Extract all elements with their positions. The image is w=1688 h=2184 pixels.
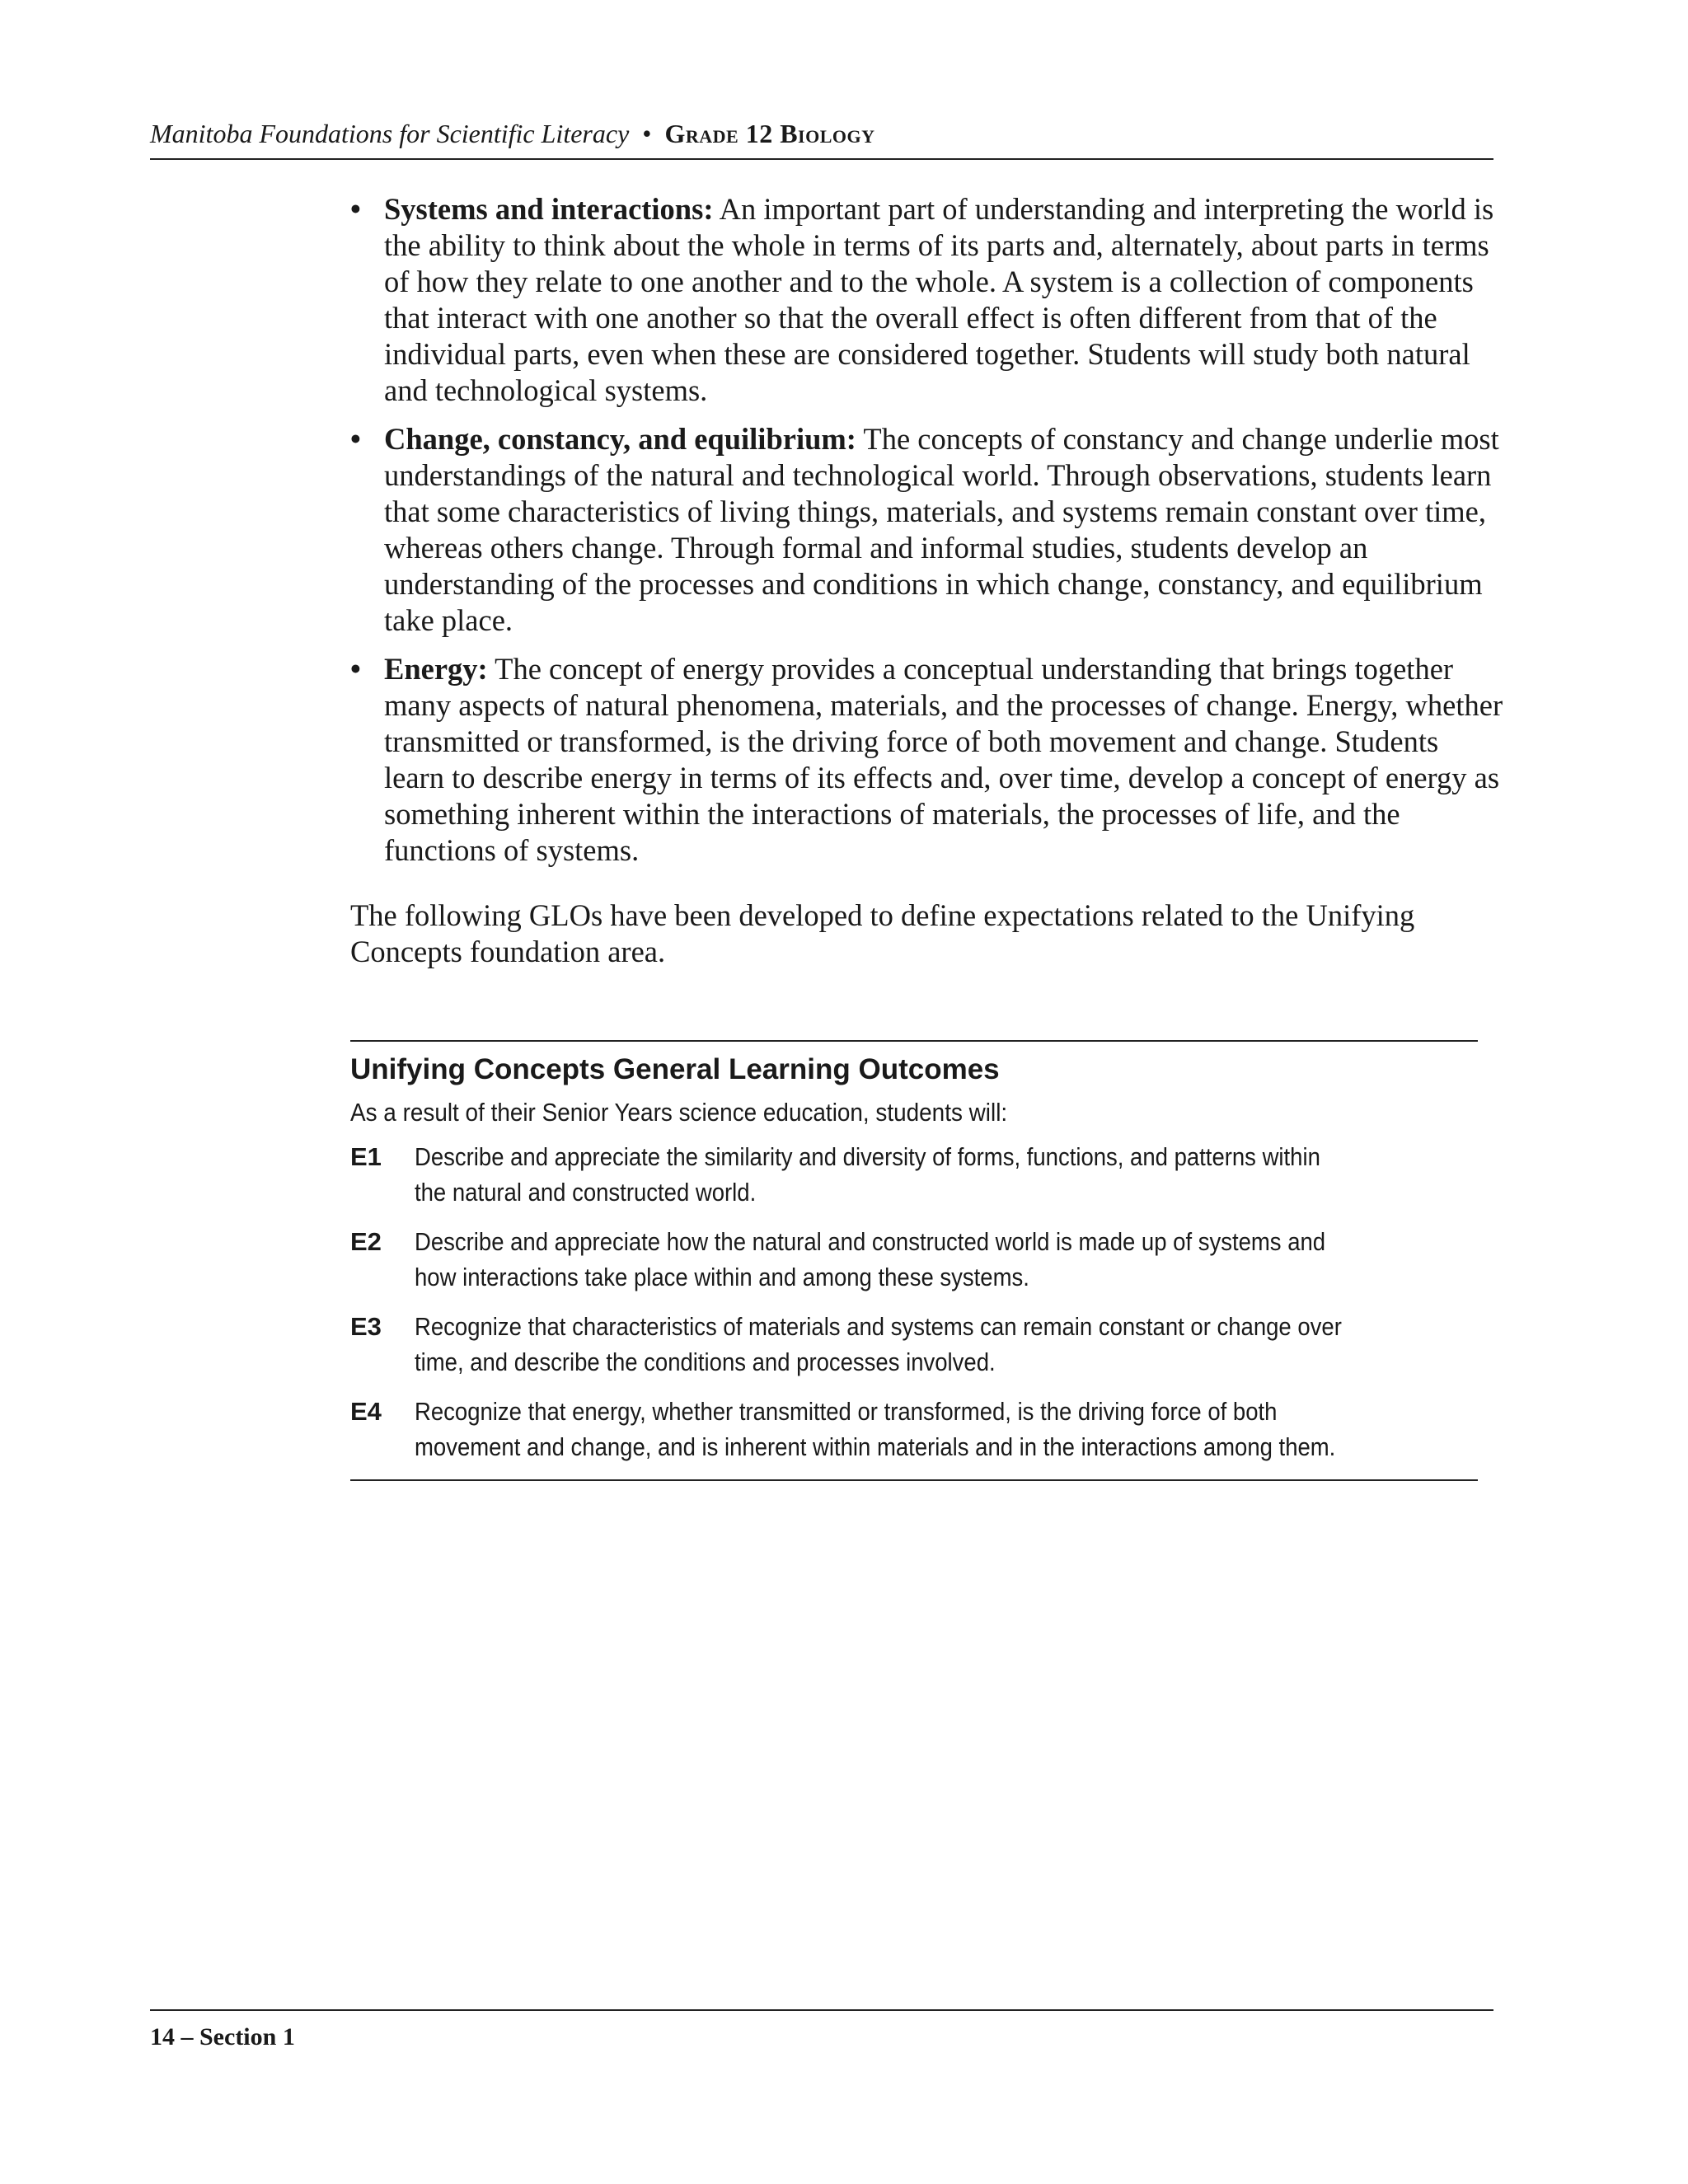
outcome-code: E4: [350, 1397, 382, 1426]
bullet-term: Energy:: [384, 652, 488, 686]
outcome-e4: [350, 1394, 1478, 1465]
outcome-e1: [350, 1139, 1478, 1210]
bullet-marker: •: [350, 192, 361, 226]
outcome-code: E1: [350, 1142, 382, 1171]
outcome-e3: [350, 1309, 1478, 1380]
outcome-text: Recognize that energy, whether transmitted or transformed, is the driving force of both movement and change, and is inherent within materials and in the interactions among them.: [415, 1397, 1336, 1461]
bullet-marker: •: [350, 422, 361, 456]
bullet-systems-and-interactions: [350, 191, 1504, 409]
bullet-energy: [350, 651, 1504, 869]
header-grade: Grade 12 Biology: [664, 119, 875, 148]
outcome-text: Describe and appreciate how the natural and constructed world is made up of systems and how interactions take place within and among these systems.: [415, 1227, 1326, 1291]
outcome-text: Describe and appreciate the similarity and diversity of forms, functions, and patterns within the natural and constructed world.: [415, 1142, 1320, 1207]
concept-bullet-list: [350, 191, 1504, 869]
header-title: Manitoba Foundations for Scientific Literacy: [150, 119, 630, 148]
header-separator: •: [642, 119, 652, 148]
bullet-term: Systems and interactions:: [384, 192, 714, 226]
running-header: [150, 117, 1493, 160]
bullet-text: The concept of energy provides a conceptual understanding that brings together many aspects of natural phenomena, materials, and the processes of change. Energy, whether transmitted or transformed, is the driving force of both movement and change. Students learn to describe energy in terms of its effects and, over time, develop a concept of energy as something inherent within the interactions of materials, the processes of life, and the functions of systems.: [384, 652, 1503, 867]
bullet-term: Change, constancy, and equilibrium:: [384, 422, 856, 456]
bullet-marker: •: [350, 652, 361, 686]
bullet-change-constancy-equilibrium: [350, 421, 1504, 639]
page-number-label: 14 – Section 1: [150, 2023, 295, 2050]
outcome-e2: [350, 1224, 1478, 1295]
outcome-text: Recognize that characteristics of materials and systems can remain constant or change over time, and describe the conditions and processes involved.: [415, 1312, 1342, 1376]
outcome-code: E2: [350, 1227, 382, 1256]
intro-paragraph: The following GLOs have been developed to define expectations related to the Unifying Concepts foundation area.: [350, 898, 1415, 968]
glo-title: Unifying Concepts General Learning Outcomes: [350, 1053, 1000, 1085]
page-footer: [150, 2009, 1493, 2054]
outcome-code: E3: [350, 1312, 382, 1341]
main-content: [350, 191, 1504, 970]
glo-lead: As a result of their Senior Years science education, students will:: [350, 1098, 1008, 1127]
bullet-text: An important part of understanding and interpreting the world is the ability to think about the whole in terms of its parts and, alternately, about parts in terms of how they relate to one another and to the whole. A system is a collection of components that interact with one another so that the overall effect is often different from that of the individual parts, even when these are considered together. Students will study both natural and technological systems.: [384, 192, 1494, 407]
bullet-text: The concepts of constancy and change underlie most understandings of the natural and technological world. Through observations, students learn that some characteristics of living things, materials, and systems remain constant over time, whereas others change. Through formal and informal studies, students develop an understanding of the processes and conditions in which change, constancy, and equilibrium take place.: [384, 422, 1499, 637]
glo-box: [350, 1040, 1478, 1481]
